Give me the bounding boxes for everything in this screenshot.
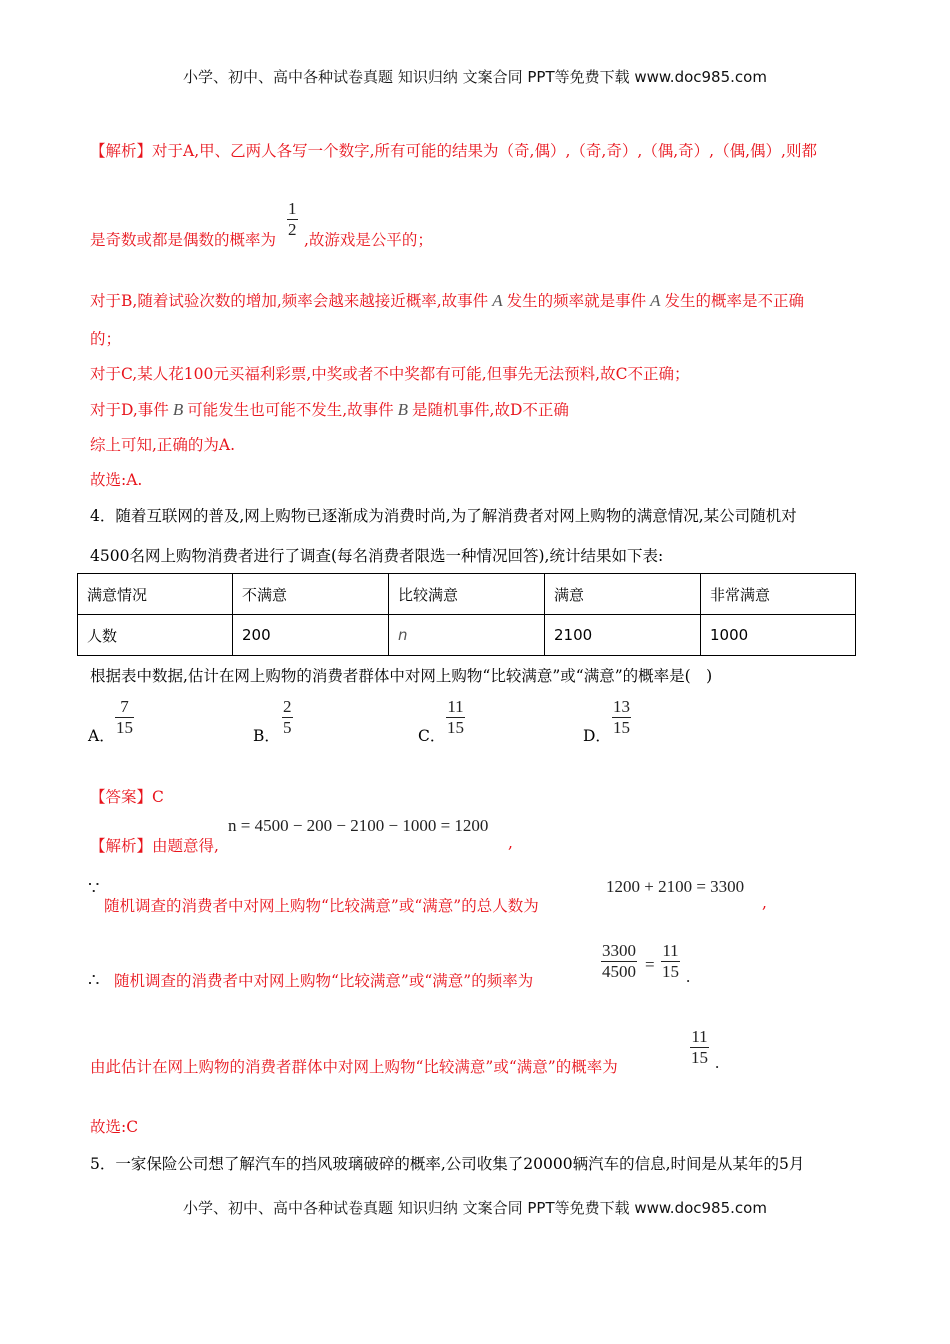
- frequency-period: .: [686, 967, 691, 986]
- analysis-line-b-text-2: 发生的频率就是事件: [506, 292, 647, 310]
- option-c-fraction: [446, 697, 465, 738]
- analysis-line-d-text-2: 可能发生也可能不发生,故事件: [187, 401, 394, 419]
- frequency-simplified-numerator: 11: [662, 941, 679, 960]
- option-b-numerator: 2: [283, 697, 292, 716]
- variable-a: A: [492, 291, 503, 310]
- table-header-cell: 不满意: [233, 574, 389, 615]
- variable-b-2: B: [397, 400, 409, 419]
- frequency-denominator: 4500: [602, 962, 636, 981]
- option-a-fraction: [115, 697, 134, 738]
- analysis-lead: 【解析】由题意得,: [90, 837, 219, 855]
- frequency-fraction-simplified: [661, 941, 680, 982]
- option-d-label: D．: [583, 727, 611, 745]
- frequency-fraction: [601, 941, 637, 982]
- analysis-line-b-text-3: 发生的概率是不正确: [664, 292, 804, 310]
- table-cell: n: [389, 615, 545, 656]
- option-b-label: B．: [253, 727, 280, 745]
- analysis-line-b-cont: 的；: [90, 330, 122, 348]
- equals-sign: =: [645, 955, 655, 974]
- because-symbol: ∵: [88, 878, 100, 898]
- estimate-fraction: [690, 1027, 709, 1068]
- estimate-period: .: [715, 1053, 720, 1072]
- table-cell: 2100: [545, 615, 701, 656]
- analysis-line-2-tail: ,故游戏是公平的；: [304, 231, 433, 249]
- page-header: 小学、初中、高中各种试卷真题 知识归纳 文案合同 PPT等免费下载 www.doc985.com: [183, 68, 767, 86]
- analysis-total-line: 随机调查的消费者中对网上购物“比较满意”或“满意”的总人数为: [104, 897, 539, 915]
- analysis-line-2: [90, 228, 276, 250]
- analysis-line-d-text: 对于D,事件: [90, 401, 169, 419]
- table-row-label: 人数: [78, 615, 233, 656]
- analysis-line-1: 【解析】对于A,甲、乙两人各写一个数字,所有可能的结果为（奇,偶）,（奇,奇）,（偶,奇）,（偶,偶）,则都: [90, 142, 817, 160]
- option-d-numerator: 13: [613, 697, 630, 716]
- table-row: [78, 615, 856, 656]
- frequency-numerator: 3300: [602, 941, 636, 960]
- option-a-numerator: 7: [120, 697, 129, 716]
- therefore-symbol: ∴: [88, 970, 100, 990]
- analysis-line-b: [90, 289, 804, 311]
- option-c-denominator: 15: [447, 718, 464, 737]
- analysis-line-b-text: 对于B,随着试验次数的增加,频率会越来越接近概率,故事件: [90, 292, 489, 310]
- equation-n-comma: ,: [508, 834, 513, 852]
- option-d-fraction: [612, 697, 631, 738]
- analysis-line-c: 对于C,某人花100元买福利彩票,中奖或者不中奖都有可能,但事先无法预料,故C不正确；: [90, 365, 690, 383]
- fraction-half: [287, 199, 298, 240]
- estimate-numerator: 11: [691, 1027, 708, 1046]
- table-header-cell: 满意: [545, 574, 701, 615]
- analysis-line-2-text: 是奇数或都是偶数的概率为: [90, 231, 277, 249]
- survey-table: [77, 573, 856, 656]
- option-c-numerator: 11: [447, 697, 464, 716]
- analysis-line-d: [90, 398, 569, 420]
- table-header-cell: 满意情况: [78, 574, 233, 615]
- option-d-denominator: 15: [613, 718, 630, 737]
- option-c-label: C．: [418, 727, 446, 745]
- option-a-label: A．: [88, 727, 115, 745]
- analysis-choice: 故选:A.: [90, 471, 143, 489]
- table-cell: 200: [233, 615, 389, 656]
- question-5-stem-1: 5．一家保险公司想了解汽车的挡风玻璃破碎的概率,公司收集了20000辆汽车的信息,时间是从某年的5月: [90, 1155, 805, 1173]
- question-4-choice: 故选:C: [90, 1118, 139, 1136]
- estimate-denominator: 15: [691, 1048, 708, 1067]
- variable-b: B: [172, 400, 184, 419]
- table-cell: 1000: [701, 615, 856, 656]
- variable-a-2: A: [650, 291, 661, 310]
- equation-total: 1200 + 2100 = 3300: [606, 877, 745, 896]
- analysis-frequency-line: 随机调查的消费者中对网上购物“比较满意”或“满意”的频率为: [114, 972, 534, 990]
- equation-n: n = 4500 − 200 − 2100 − 1000 = 1200: [228, 816, 489, 835]
- page-footer: 小学、初中、高中各种试卷真题 知识归纳 文案合同 PPT等免费下载 www.doc985.com: [183, 1199, 767, 1217]
- option-b-fraction: [282, 697, 293, 738]
- question-4-stem-1: 4．随着互联网的普及,网上购物已逐渐成为消费时尚,为了解消费者对网上购物的满意情况,某公司随机对: [90, 507, 797, 525]
- table-header-cell: 非常满意: [701, 574, 856, 615]
- fraction-denominator: 2: [288, 220, 297, 239]
- table-header-cell: 比较满意: [389, 574, 545, 615]
- option-b-denominator: 5: [283, 718, 292, 737]
- table-header-row: [78, 574, 856, 615]
- equation-total-comma: ,: [762, 894, 767, 912]
- fraction-numerator: 1: [288, 199, 297, 218]
- analysis-summary: 综上可知,正确的为A.: [90, 436, 236, 454]
- answer-line: 【答案】C: [90, 788, 164, 806]
- frequency-simplified-denominator: 15: [662, 962, 679, 981]
- question-4-prompt: 根据表中数据,估计在网上购物的消费者群体中对网上购物“比较满意”或“满意”的概率是( ): [90, 667, 713, 685]
- option-a-denominator: 15: [116, 718, 133, 737]
- analysis-line-d-text-3: 是随机事件,故D不正确: [412, 401, 569, 419]
- analysis-estimate-line: 由此估计在网上购物的消费者群体中对网上购物“比较满意”或“满意”的概率为: [90, 1058, 618, 1076]
- question-4-stem-2: 4500名网上购物消费者进行了调查(每名消费者限选一种情况回答),统计结果如下表:: [90, 547, 664, 565]
